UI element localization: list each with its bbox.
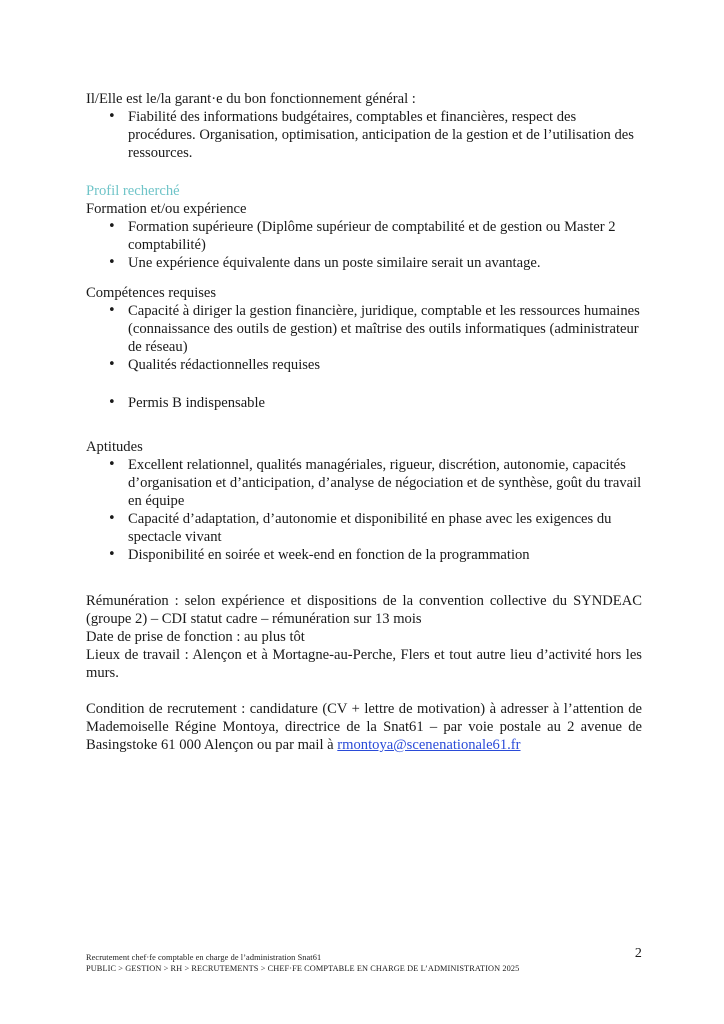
list-item: • Formation supérieure (Diplôme supérieur de comptabilité et de gestion ou Master 2 comptabilité) — [86, 218, 642, 254]
recruitment-text: candidature (CV + lettre de motivation) à adresser à l’attention de Mademoiselle Régine Montoya, directrice de la Snat61 – par voie postale au 2 avenue de Basingstoke 61 000 Alençon ou par mail à — [86, 701, 642, 753]
email-link[interactable]: rmontoya@scenenationale61.fr — [337, 737, 521, 753]
profile-title: Profil recherché — [86, 183, 180, 199]
remuneration-label: Rémunération : — [86, 593, 179, 609]
aptitudes-title: Aptitudes — [86, 439, 143, 455]
list-item: • Fiabilité des informations budgétaires, comptables et financières, respect des procédures. Organisation, optimisation, anticipation de la gestion et de l’utilisation des ressources. — [86, 108, 642, 162]
page-content — [86, 90, 642, 754]
footer-title: Recrutement chef·fe comptable en charge de l’administration Snat61 — [86, 953, 322, 962]
recruitment-paragraph — [86, 700, 642, 754]
remuneration-text: selon expérience et dispositions de la convention collective du SYNDEAC (groupe 2) – CDI statut cadre – rémunération sur 13 mois — [86, 593, 642, 627]
intro-list — [86, 108, 642, 162]
aptitudes-list — [86, 456, 642, 564]
location-text: Alençon et à Mortagne-au-Perche, Flers et tout autre lieu d’activité hors les murs. — [86, 647, 642, 681]
location-paragraph — [86, 646, 642, 682]
intro-lead: Il/Elle est le/la garant·e du bon fonctionnement général : — [86, 91, 416, 107]
list-item: • Excellent relationnel, qualités managériales, rigueur, discrétion, autonomie, capacités d’organisation et d’anticipation, d’analyse de négociation et de synthèse, goût du travail en équipe — [86, 456, 642, 510]
start-date-text: au plus tôt — [240, 629, 305, 645]
location-label: Lieux de travail : — [86, 647, 189, 663]
recruitment-label: Condition de recrutement : — [86, 701, 246, 717]
start-date-paragraph — [86, 628, 642, 646]
skills-list — [86, 302, 642, 412]
list-item: • Capacité à diriger la gestion financière, juridique, comptable et les ressources humaines (connaissance des outils de gestion) et maîtrise des outils informatiques (administrateur de réseau) — [86, 302, 642, 356]
formation-title: Formation et/ou expérience — [86, 201, 247, 217]
page-footer — [86, 946, 642, 974]
list-item: • Capacité d’adaptation, d’autonomie et disponibilité en phase avec les exigences du spectacle vivant — [86, 510, 642, 546]
remuneration-paragraph — [86, 592, 642, 628]
skills-title: Compétences requises — [86, 285, 217, 301]
list-item: • Une expérience équivalente dans un poste similaire serait un avantage. — [86, 254, 642, 272]
page-number: 2 — [634, 946, 642, 961]
list-item: • Disponibilité en soirée et week-end en fonction de la programmation — [86, 546, 642, 564]
formation-list — [86, 218, 642, 272]
list-item: • Qualités rédactionnelles requises — [86, 356, 642, 374]
footer-path: PUBLIC > GESTION > RH > RECRUTEMENTS > CHEF·FE COMPTABLE EN CHARGE DE L’ADMINISTRATION 2025 — [86, 964, 520, 973]
list-item: • Permis B indispensable — [86, 394, 642, 412]
start-date-label: Date de prise de fonction : — [86, 629, 241, 645]
